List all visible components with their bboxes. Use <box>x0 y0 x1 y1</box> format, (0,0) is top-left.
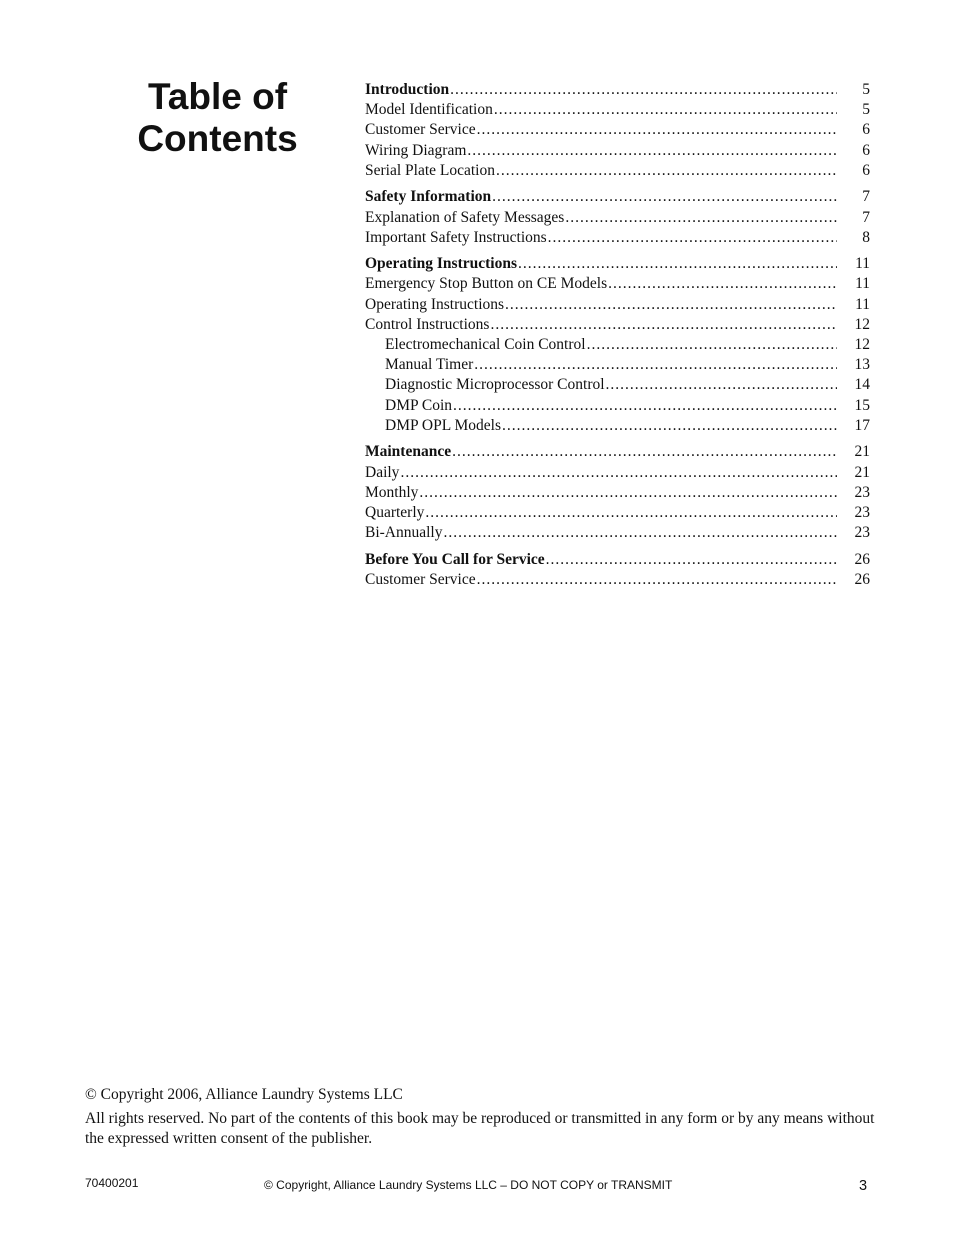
toc-entry-label: Explanation of Safety Messages <box>365 208 565 226</box>
toc-heading-entry[interactable] <box>365 442 870 462</box>
toc-dot-leader <box>505 295 837 315</box>
toc-dot-leader <box>608 274 837 294</box>
toc-entry[interactable] <box>365 503 870 523</box>
toc-entry[interactable] <box>365 141 870 161</box>
toc-entry[interactable] <box>365 375 870 395</box>
toc-entry-label: Introduction <box>365 81 450 98</box>
rights-statement: All rights reserved. No part of the contents of this book may be reproduced or transmitted in any form or by any means without the expressed written consent of the publisher. <box>85 1110 875 1147</box>
toc-entry[interactable] <box>365 274 870 294</box>
toc-entry-page: 13 <box>854 356 870 374</box>
toc-section <box>365 442 870 543</box>
toc-entry-page: 6 <box>862 141 870 159</box>
toc-entry-page: 8 <box>862 228 870 246</box>
toc-entry-label: Monthly <box>365 483 419 501</box>
toc-dot-leader <box>450 80 837 100</box>
toc-dot-leader <box>477 120 837 140</box>
toc-entry-page: 6 <box>862 161 870 179</box>
toc-dot-leader <box>452 442 837 462</box>
toc-entry-page: 23 <box>854 524 870 542</box>
toc-dot-leader <box>453 396 837 416</box>
toc-entry-page: 15 <box>854 396 870 414</box>
toc-section <box>365 550 870 590</box>
toc-entry-page: 5 <box>862 81 870 98</box>
page-number: 3 <box>859 1178 868 1194</box>
toc-entry[interactable] <box>365 335 870 355</box>
toc-entry[interactable] <box>365 228 870 248</box>
toc-entry-page: 6 <box>862 121 870 139</box>
toc-dot-leader <box>467 141 837 161</box>
toc-dot-leader <box>494 100 837 120</box>
toc-entry-label: Before You Call for Service <box>365 550 545 568</box>
toc-heading-entry[interactable] <box>365 254 870 274</box>
page-title-line-2: Contents <box>137 118 298 159</box>
toc-entry-label: Serial Plate Location <box>365 161 495 179</box>
copyright-line: © Copyright 2006, Alliance Laundry Systems LLC <box>85 1086 403 1103</box>
toc-entry-label: Customer Service <box>365 121 476 139</box>
toc-section <box>365 80 870 181</box>
toc-dot-leader <box>518 254 837 274</box>
toc-dot-leader <box>444 523 838 543</box>
table-of-contents <box>365 80 870 596</box>
toc-dot-leader <box>492 187 837 207</box>
toc-entry-label: DMP OPL Models <box>385 416 501 434</box>
toc-entry[interactable] <box>365 315 870 335</box>
toc-entry-label: Emergency Stop Button on CE Models <box>365 275 608 293</box>
toc-entry-label: Bi-Annually <box>365 524 443 542</box>
toc-dot-leader <box>565 208 837 228</box>
toc-entry-label: Operating Instructions <box>365 295 505 313</box>
toc-entry[interactable] <box>365 355 870 375</box>
toc-dot-leader <box>419 483 837 503</box>
toc-entry-page: 7 <box>862 208 870 226</box>
toc-entry-label: Diagnostic Microprocessor Control <box>385 376 605 394</box>
toc-entry[interactable] <box>365 100 870 120</box>
toc-section <box>365 254 870 436</box>
toc-heading-entry[interactable] <box>365 80 870 100</box>
page-title <box>110 76 325 160</box>
toc-dot-leader <box>548 228 837 248</box>
toc-entry-label: Electromechanical Coin Control <box>385 336 586 354</box>
toc-entry-page: 5 <box>862 101 870 119</box>
toc-entry-page: 11 <box>855 275 870 293</box>
toc-entry[interactable] <box>365 570 870 590</box>
toc-entry[interactable] <box>365 463 870 483</box>
toc-dot-leader <box>474 355 837 375</box>
toc-entry-page: 23 <box>854 503 870 521</box>
page-title-line-1: Table of <box>147 76 288 117</box>
toc-entry[interactable] <box>365 120 870 140</box>
toc-entry-label: Operating Instructions <box>365 255 517 273</box>
toc-section <box>365 187 870 248</box>
toc-entry-label: Customer Service <box>365 570 476 588</box>
toc-entry[interactable] <box>365 483 870 503</box>
toc-entry[interactable] <box>365 416 870 436</box>
toc-entry-page: 7 <box>862 188 870 206</box>
toc-entry-label: Maintenance <box>365 443 452 461</box>
toc-dot-leader <box>425 503 837 523</box>
toc-heading-entry[interactable] <box>365 550 870 570</box>
toc-entry-page: 11 <box>855 255 870 273</box>
toc-entry-label: Wiring Diagram <box>365 141 467 159</box>
toc-entry[interactable] <box>365 161 870 181</box>
toc-entry-page: 21 <box>854 463 870 481</box>
toc-entry[interactable] <box>365 295 870 315</box>
toc-entry-label: Daily <box>365 463 400 481</box>
toc-dot-leader <box>546 550 837 570</box>
toc-entry-page: 14 <box>854 376 870 394</box>
toc-entry-label: Important Safety Instructions <box>365 228 547 246</box>
toc-entry-page: 17 <box>854 416 870 434</box>
toc-entry-page: 12 <box>854 336 870 354</box>
toc-entry-label: Safety Information <box>365 188 492 206</box>
toc-entry-page: 23 <box>854 483 870 501</box>
copyright-block <box>85 1085 875 1149</box>
toc-entry[interactable] <box>365 396 870 416</box>
toc-entry-page: 21 <box>854 443 870 461</box>
toc-dot-leader <box>400 463 837 483</box>
toc-entry-label: Manual Timer <box>385 356 474 374</box>
toc-dot-leader <box>587 335 837 355</box>
toc-entry-label: Control Instructions <box>365 315 490 333</box>
toc-entry-page: 12 <box>854 315 870 333</box>
toc-dot-leader <box>606 375 837 395</box>
toc-entry[interactable] <box>365 523 870 543</box>
copyright-notice: © Copyright, Alliance Laundry Systems LLC – DO NOT COPY or TRANSMIT <box>264 1178 673 1192</box>
toc-entry-label: DMP Coin <box>385 396 453 414</box>
document-number: 70400201 <box>85 1176 139 1190</box>
toc-heading-entry[interactable] <box>365 187 870 207</box>
toc-dot-leader <box>496 161 837 181</box>
toc-entry-page: 11 <box>855 295 870 313</box>
toc-entry-label: Model Identification <box>365 101 493 119</box>
toc-dot-leader <box>502 416 837 436</box>
toc-dot-leader <box>477 570 837 590</box>
toc-entry[interactable] <box>365 208 870 228</box>
toc-dot-leader <box>490 315 837 335</box>
toc-entry-page: 26 <box>854 550 870 568</box>
toc-entry-label: Quarterly <box>365 503 425 521</box>
toc-entry-page: 26 <box>854 570 870 588</box>
